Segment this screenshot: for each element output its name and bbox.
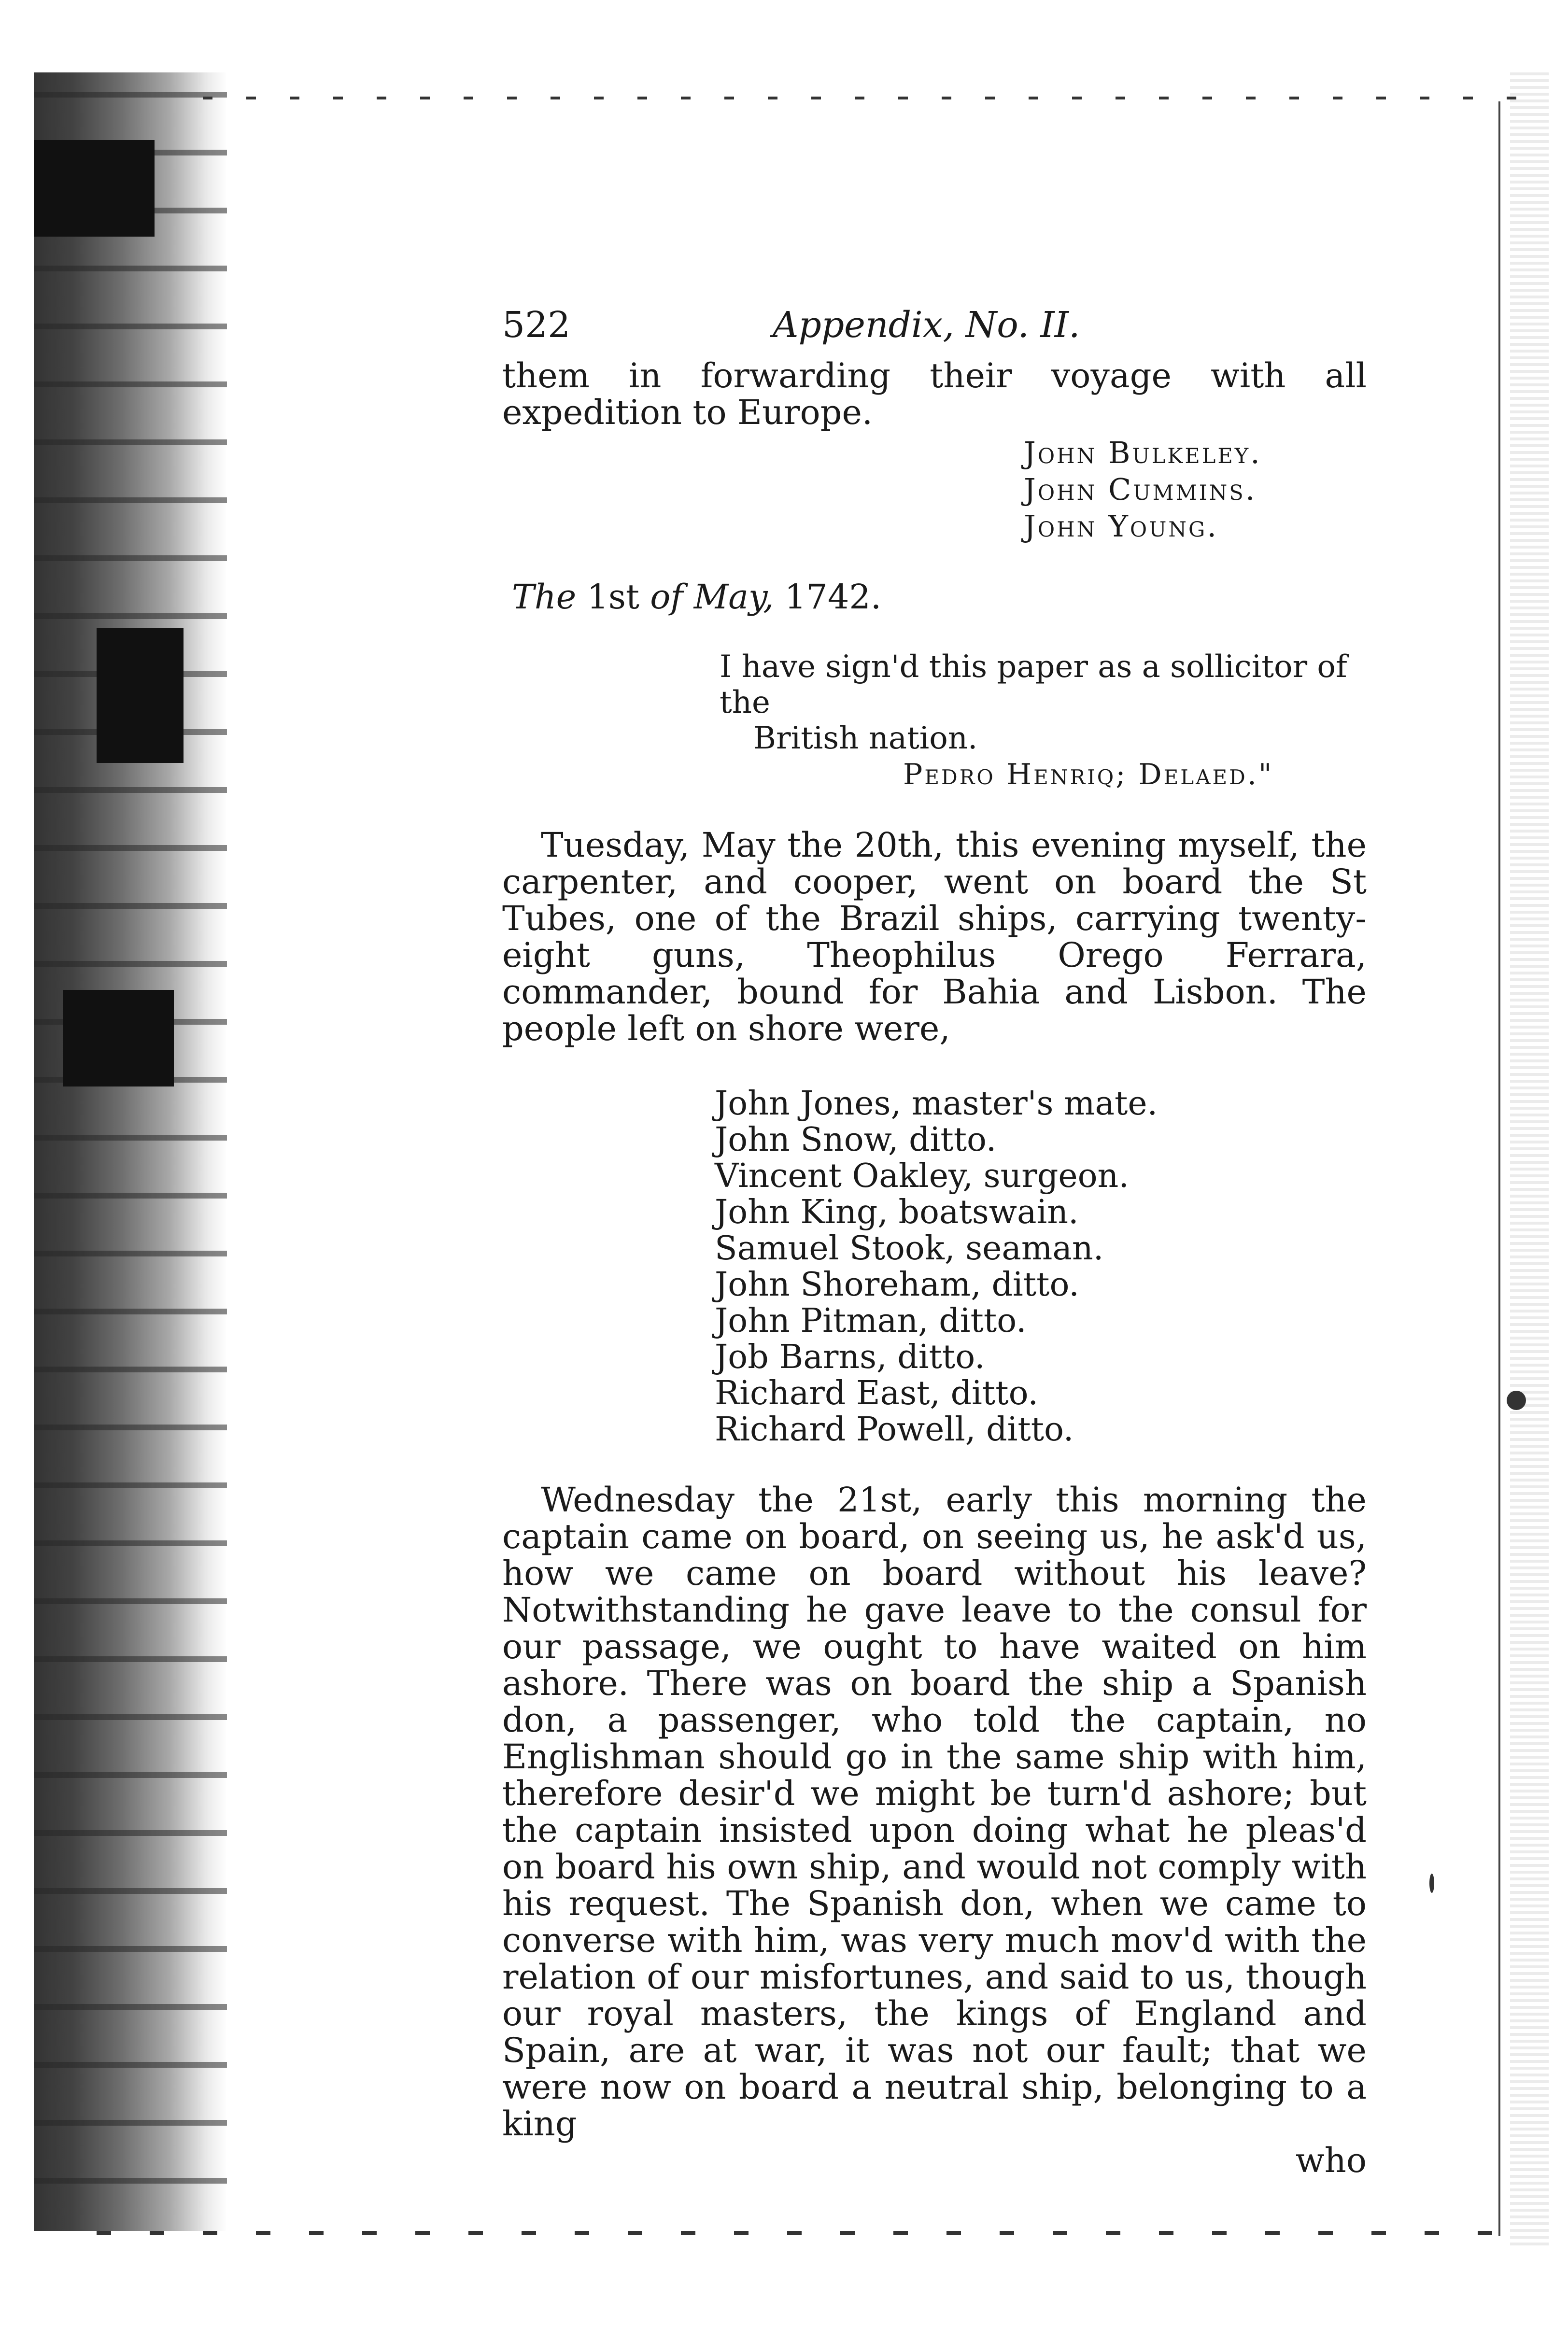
list-item: John Snow, ditto. <box>715 1121 997 1159</box>
dateline-day: 1st <box>587 577 640 617</box>
list-item: John Pitman, ditto. <box>715 1302 1027 1340</box>
page-header <box>502 304 1367 357</box>
wednesday-paragraph: Wednesday the 21st, early this morning the captain came on board, on seeing us, he ask'd us, how we came on board without his leave? Notwithstanding he gave leave to the consul for our passage, we ought to have waited on him ashore. There was on board the ship a Spanish don, a passenger, who told the captain, no Englishman should go in the same ship with him, therefore desir'd we might be turn'd ashore; but the captain insisted upon doing what he pleas'd on board his own ship, and would not comply with his request. The Spanish don, when we came to converse with him, was very much mov'd with the relation of our misfortunes, and said to us, though our royal masters, the kings of England and Spain, are at war, it was not our fault; that we were now on board a neutral ship, belonging to a king <box>502 1480 1367 2144</box>
binding-blot <box>63 990 174 1086</box>
list-item: John Shoreham, ditto. <box>715 1266 1079 1304</box>
list-item: Job Barns, ditto. <box>715 1338 985 1376</box>
opening-paragraph: them in forwarding their voyage with all expedition to Europe. <box>502 356 1367 432</box>
page-edge-line <box>1498 101 1500 2236</box>
list-item: John Jones, master's mate. <box>715 1085 1158 1123</box>
signature-cummins: John Cummins. <box>1024 472 1257 507</box>
list-item: Richard East, ditto. <box>715 1374 1038 1412</box>
binding-blot <box>34 140 155 237</box>
dateline <box>512 578 1367 615</box>
list-item: Richard Powell, ditto. <box>715 1411 1074 1449</box>
note-line-1: I have sign'd this paper as a sollicitor of the <box>720 649 1347 720</box>
scan-speck <box>1507 1391 1526 1410</box>
note-signature: Pedro Henriq; Delaed." <box>903 758 1274 791</box>
binding-blot <box>97 628 184 763</box>
crew-list <box>715 1086 1367 1448</box>
scan-top-edge <box>203 97 1545 99</box>
running-head: Appendix, No. II. <box>773 304 1080 346</box>
dateline-year: 1742. <box>784 577 882 617</box>
dateline-the: The <box>512 577 587 617</box>
page-edge-right <box>1510 72 1549 2245</box>
scan-bottom-edge <box>97 2231 1497 2235</box>
signature-young: John Young. <box>1024 508 1219 544</box>
tuesday-paragraph: Tuesday, May the 20th, this evening myself, the carpenter, and cooper, went on board the St Tubes, one of the Brazil ships, carrying twenty-eight guns, Theophilus Orego Ferrara, commander, bound for Bahia and Lisbon. The people left on shore were, <box>502 825 1367 1048</box>
sollicitor-note <box>720 649 1367 756</box>
list-item: Samuel Stook, seaman. <box>715 1229 1104 1268</box>
list-item: Vincent Oakley, surgeon. <box>715 1157 1129 1195</box>
dateline-month: of May, <box>639 577 785 617</box>
note-line-2: British nation. <box>753 720 978 756</box>
catchword: who <box>1295 2141 1367 2180</box>
list-item: John King, boatswain. <box>715 1193 1079 1231</box>
page-number: 522 <box>502 304 571 346</box>
signature-block <box>1024 435 1367 545</box>
signature-bulkeley: John Bulkeley. <box>1024 435 1262 470</box>
scan-speck <box>1429 1874 1434 1893</box>
book-page <box>502 304 1367 2179</box>
book-binding-shadow <box>34 72 227 2231</box>
